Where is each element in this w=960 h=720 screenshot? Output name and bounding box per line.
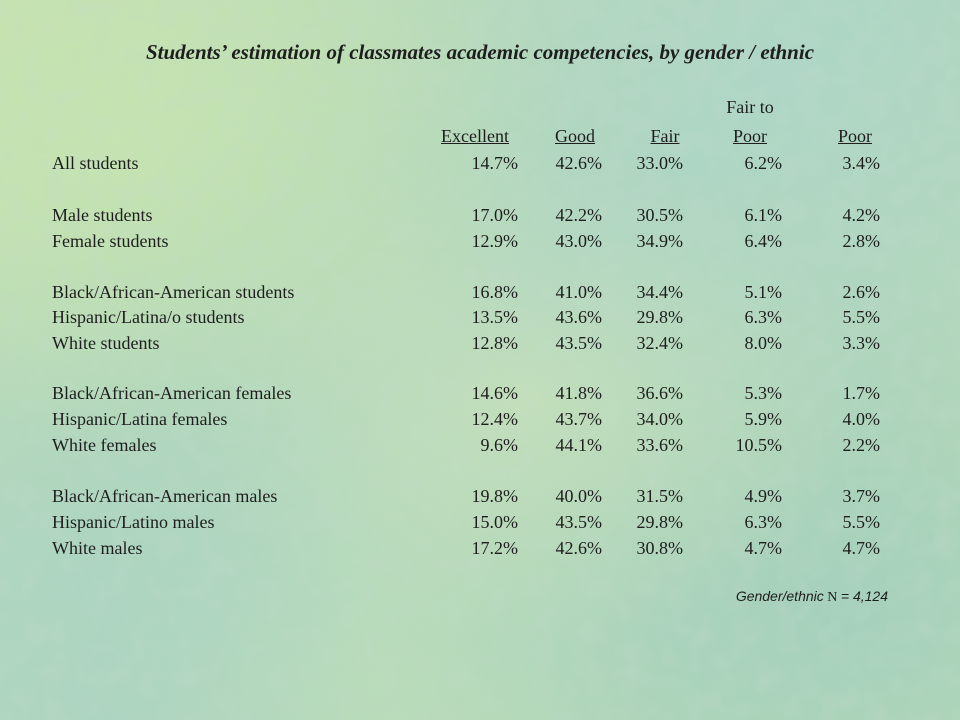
row-label: White students bbox=[52, 333, 160, 353]
table-cell: 5.3% bbox=[744, 383, 782, 403]
table-cell: 3.4% bbox=[842, 153, 880, 173]
table-cell: 5.5% bbox=[842, 512, 880, 532]
column-header-excellent: Excellent bbox=[441, 126, 509, 146]
column-header-fair: Fair bbox=[650, 126, 680, 146]
table-cell: 41.0% bbox=[555, 282, 602, 302]
table-cell: 6.3% bbox=[744, 512, 782, 532]
column-header-fair-to-poor: Poor bbox=[732, 126, 767, 146]
table-cell: 14.7% bbox=[471, 153, 518, 173]
table-cell: 32.4% bbox=[636, 333, 683, 353]
table-cell: 14.6% bbox=[471, 383, 518, 403]
table-cell: 42.2% bbox=[555, 205, 602, 225]
table-cell: 4.2% bbox=[842, 205, 880, 225]
table-cell: 6.1% bbox=[744, 205, 782, 225]
table-cell: 2.8% bbox=[842, 231, 880, 251]
table-cell: 34.9% bbox=[636, 231, 683, 251]
table-cell: 8.0% bbox=[744, 333, 782, 353]
table-cell: 17.2% bbox=[471, 538, 518, 558]
table-cell: 40.0% bbox=[555, 486, 602, 506]
table-cell: 3.7% bbox=[842, 486, 880, 506]
table-cell: 36.6% bbox=[636, 383, 683, 403]
note-n: N bbox=[827, 590, 838, 605]
table-cell: 34.4% bbox=[636, 282, 683, 302]
row-label: White females bbox=[52, 435, 157, 455]
table-cell: 15.0% bbox=[471, 512, 518, 532]
row-label: All students bbox=[52, 153, 139, 173]
table-cell: 43.0% bbox=[555, 231, 602, 251]
table-cell: 43.5% bbox=[555, 333, 602, 353]
table-cell: 33.6% bbox=[636, 435, 683, 455]
row-label: Hispanic/Latino males bbox=[52, 512, 215, 532]
row-label: Black/African-American males bbox=[52, 486, 278, 506]
column-header-poor: Poor bbox=[837, 126, 872, 146]
table-cell: 30.5% bbox=[636, 205, 683, 225]
table-cell: 6.2% bbox=[744, 153, 782, 173]
row-label: Black/African-American females bbox=[52, 383, 292, 403]
table-cell: 43.6% bbox=[555, 307, 602, 327]
table-cell: 5.9% bbox=[744, 409, 782, 429]
row-label: Hispanic/Latina females bbox=[52, 409, 228, 429]
table-cell: 42.6% bbox=[555, 538, 602, 558]
sample-size-note bbox=[736, 588, 888, 606]
slide-title: Students’ estimation of classmates academic competencies, by gender / ethnic bbox=[145, 40, 815, 64]
table-cell: 17.0% bbox=[471, 205, 518, 225]
table-cell: 2.6% bbox=[842, 282, 880, 302]
table-cell: 43.5% bbox=[555, 512, 602, 532]
table-cell: 1.7% bbox=[842, 383, 880, 403]
note-prefix: Gender/ethnic bbox=[735, 588, 824, 604]
table-cell: 6.4% bbox=[744, 231, 782, 251]
table-cell: 30.8% bbox=[636, 538, 683, 558]
table-cell: 9.6% bbox=[480, 435, 518, 455]
table-cell: 41.8% bbox=[555, 383, 602, 403]
table-cell: 4.7% bbox=[842, 538, 880, 558]
table-cell: 2.2% bbox=[842, 435, 880, 455]
table-cell: 10.5% bbox=[735, 435, 782, 455]
table-cell: 4.9% bbox=[744, 486, 782, 506]
column-header-good: Good bbox=[555, 126, 595, 146]
table-cell: 19.8% bbox=[471, 486, 518, 506]
table-cell: 4.7% bbox=[744, 538, 782, 558]
row-label: Male students bbox=[52, 205, 153, 225]
table-cell: 33.0% bbox=[636, 153, 683, 173]
table-cell: 12.9% bbox=[471, 231, 518, 251]
row-label: Black/African-American students bbox=[52, 282, 295, 302]
table-cell: 5.1% bbox=[744, 282, 782, 302]
row-label: Hispanic/Latina/o students bbox=[52, 307, 245, 327]
column-header-line1: Fair to bbox=[726, 97, 774, 117]
table-cell: 44.1% bbox=[555, 435, 602, 455]
note-value: = 4,124 bbox=[840, 588, 888, 604]
row-label: White males bbox=[52, 538, 143, 558]
table-cell: 29.8% bbox=[636, 307, 683, 327]
table-cell: 12.8% bbox=[471, 333, 518, 353]
table-cell: 6.3% bbox=[744, 307, 782, 327]
table-cell: 43.7% bbox=[555, 409, 602, 429]
table-cell: 42.6% bbox=[555, 153, 602, 173]
table-cell: 12.4% bbox=[471, 409, 518, 429]
table-cell: 13.5% bbox=[471, 307, 518, 327]
table-cell: 4.0% bbox=[842, 409, 880, 429]
table-cell: 5.5% bbox=[842, 307, 880, 327]
table-cell: 3.3% bbox=[842, 333, 880, 353]
table-cell: 34.0% bbox=[636, 409, 683, 429]
row-label: Female students bbox=[52, 231, 169, 251]
table-cell: 16.8% bbox=[471, 282, 518, 302]
table-cell: 31.5% bbox=[636, 486, 683, 506]
table-cell: 29.8% bbox=[636, 512, 683, 532]
